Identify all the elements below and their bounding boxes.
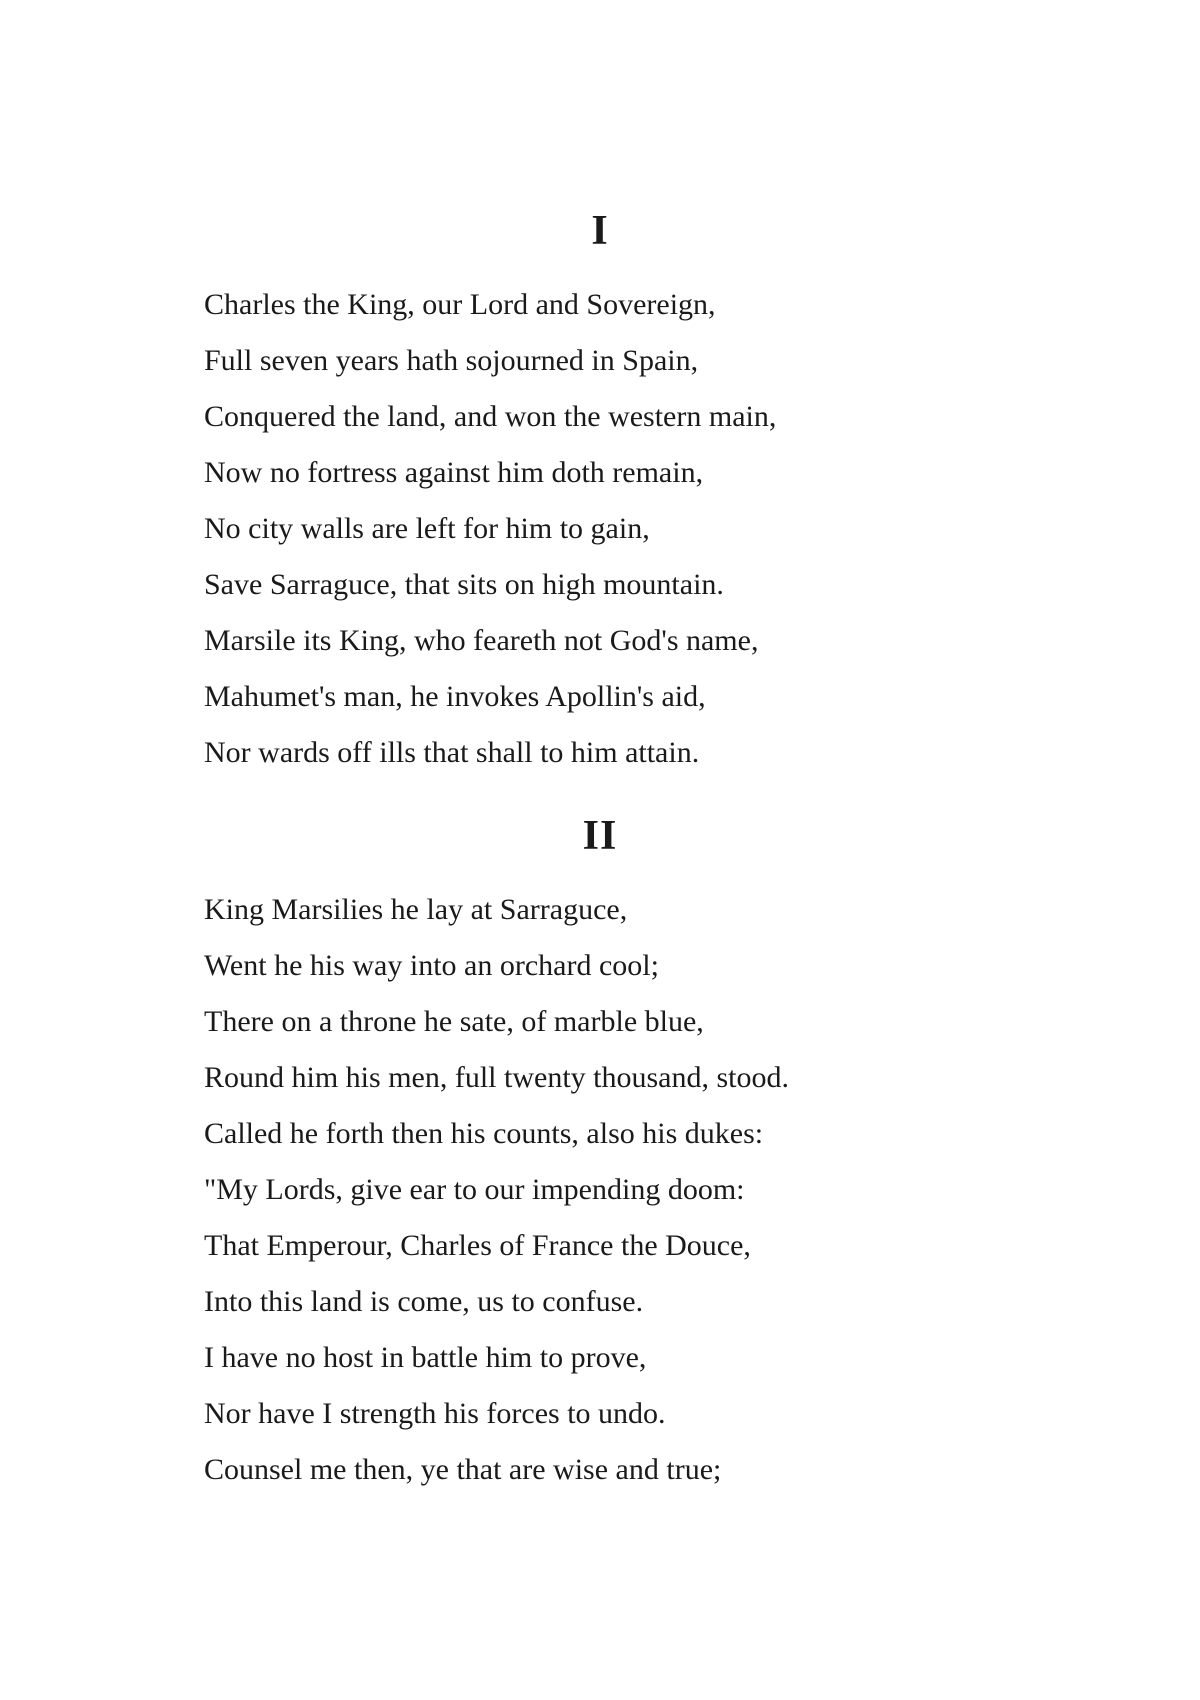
- verse-line: Called he forth then his counts, also his dukes:: [204, 1117, 764, 1150]
- verse-line: Save Sarraguce, that sits on high mountain.: [204, 568, 724, 601]
- verse-line: There on a throne he sate, of marble blue,: [204, 1005, 704, 1038]
- verse-line: Full seven years hath sojourned in Spain,: [204, 344, 699, 377]
- stanza-lines: [0, 277, 1200, 781]
- verse-line: Conquered the land, and won the western main,: [204, 400, 777, 433]
- verse-line: Nor wards off ills that shall to him attain.: [204, 736, 700, 769]
- verse-line: Charles the King, our Lord and Sovereign,: [204, 288, 716, 321]
- verse-line: Counsel me then, ye that are wise and true;: [204, 1453, 722, 1486]
- verse-line: King Marsilies he lay at Sarraguce,: [204, 893, 628, 926]
- stanza-numeral: I: [591, 208, 609, 254]
- stanza-lines: [0, 882, 1200, 1498]
- stanza-1: [0, 203, 1200, 781]
- verse-line: No city walls are left for him to gain,: [204, 512, 650, 545]
- verse-line: That Emperour, Charles of France the Douce,: [204, 1229, 751, 1262]
- stanza-numeral: II: [582, 813, 618, 859]
- verse-line: Now no fortress against him doth remain,: [204, 456, 704, 489]
- verse-line: Nor have I strength his forces to undo.: [204, 1397, 666, 1430]
- stanza-2: [0, 808, 1200, 1498]
- verse-line: Into this land is come, us to confuse.: [204, 1285, 644, 1318]
- verse-line: I have no host in battle him to prove,: [204, 1341, 647, 1374]
- verse-line: Round him his men, full twenty thousand, stood.: [204, 1061, 789, 1094]
- verse-line: "My Lords, give ear to our impending doom:: [204, 1173, 745, 1206]
- verse-line: Marsile its King, who feareth not God's name,: [204, 624, 759, 657]
- verse-line: Mahumet's man, he invokes Apollin's aid,: [204, 680, 706, 713]
- verse-line: Went he his way into an orchard cool;: [204, 949, 659, 982]
